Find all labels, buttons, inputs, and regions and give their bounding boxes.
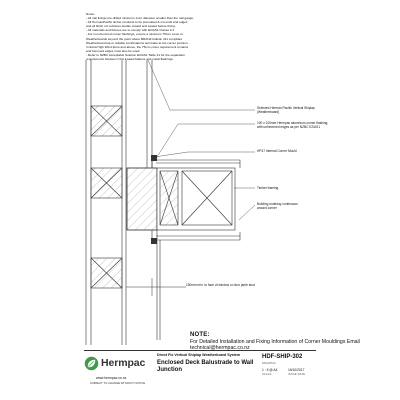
system-name: Direct Fix Vertical Shiplap Weatherboard System	[157, 353, 241, 357]
leaf-logo-icon	[84, 356, 99, 371]
callout-shiplap: Selected Herman Pacific Vertical Shiplap (Weatherboard)	[257, 106, 315, 114]
scale-value: 1 : 5 @ A4	[262, 368, 278, 372]
issue-date-label: ISSUE DATE	[288, 373, 306, 376]
note-line: and hemmed edges must also be used.	[86, 48, 141, 53]
scale-label: SCALE	[262, 373, 272, 376]
website: www.hermpac.co.nz	[96, 376, 127, 380]
note-line: - Refer to NZBC Acceptable Solution E2/AS1 Table 21 for the separation	[86, 52, 185, 57]
note-line: Weatherboards beyond the point where BRANZ bulletin 411 compliant	[86, 36, 183, 41]
note-line: - All HermanPacific timber products to be precoated & cut ends and edges	[86, 20, 188, 25]
callout-internal-corner-mould: HP47 Internal Corner Mould	[257, 149, 297, 153]
note-line: and all finish cut surfaces double coated and sealed before fixing.	[86, 24, 176, 29]
drawing-title: Enclosed Deck Balustrade to Wall Junction	[157, 360, 254, 373]
drawing-number: HDF-SHIP-302	[262, 354, 303, 360]
upper-stud	[91, 106, 122, 136]
drawing-label: DRAWING	[262, 362, 276, 365]
installation-note-title: NOTE:	[190, 332, 210, 338]
note-line: - All nail fixings pre-drilled minimum 1mm diameter smaller than the nail gauge.	[86, 16, 194, 21]
note-line: Weatherboard lap or reliable combinations terminate at the corner junction.	[86, 40, 189, 45]
lower-stud	[91, 258, 122, 288]
balustrade-stud	[157, 168, 235, 230]
note-line: - For non-hemmed corner flashings, ensure a minimum 75mm cover to	[86, 32, 183, 37]
callout-timber-framing: Timber framing	[257, 186, 279, 190]
brand-name: Hermpac	[101, 357, 146, 369]
notes-title: Notes:	[86, 12, 95, 16]
hermpac-logo	[84, 355, 154, 373]
callout-building-underlay: Building underlay continuous around corner	[257, 202, 298, 210]
note-line: In Extra High Wind Zone and above, the 75mm cover requirement remains	[86, 44, 189, 49]
callout-dimension-150mm: 150mm min. to face of window or door jamb stud	[186, 283, 255, 287]
callout-corner-flashing: 100 x 100mm Hermpac aluminium corner flashing, with unhemmed edges as per NZBC E2/AS1	[257, 121, 329, 129]
installation-note-text: For Detailed Installation and Fixing Information of Corner Mouldings Email technical@hermpac.co.nz	[190, 339, 360, 351]
issue-date-value: 16/10/2017	[288, 368, 305, 372]
installation-note	[190, 332, 390, 351]
note-line: requirements between CCA treated battens and metal flashings.	[86, 57, 174, 62]
dimension-150mm	[126, 278, 186, 296]
note-line: - All materials and fixtures are to comply with E2/AS1 Clause 2.2	[86, 28, 175, 33]
subject-to-change: SUBJECT TO CHANGE WITHOUT NOTICE	[90, 381, 146, 385]
middle-studs	[91, 168, 157, 230]
